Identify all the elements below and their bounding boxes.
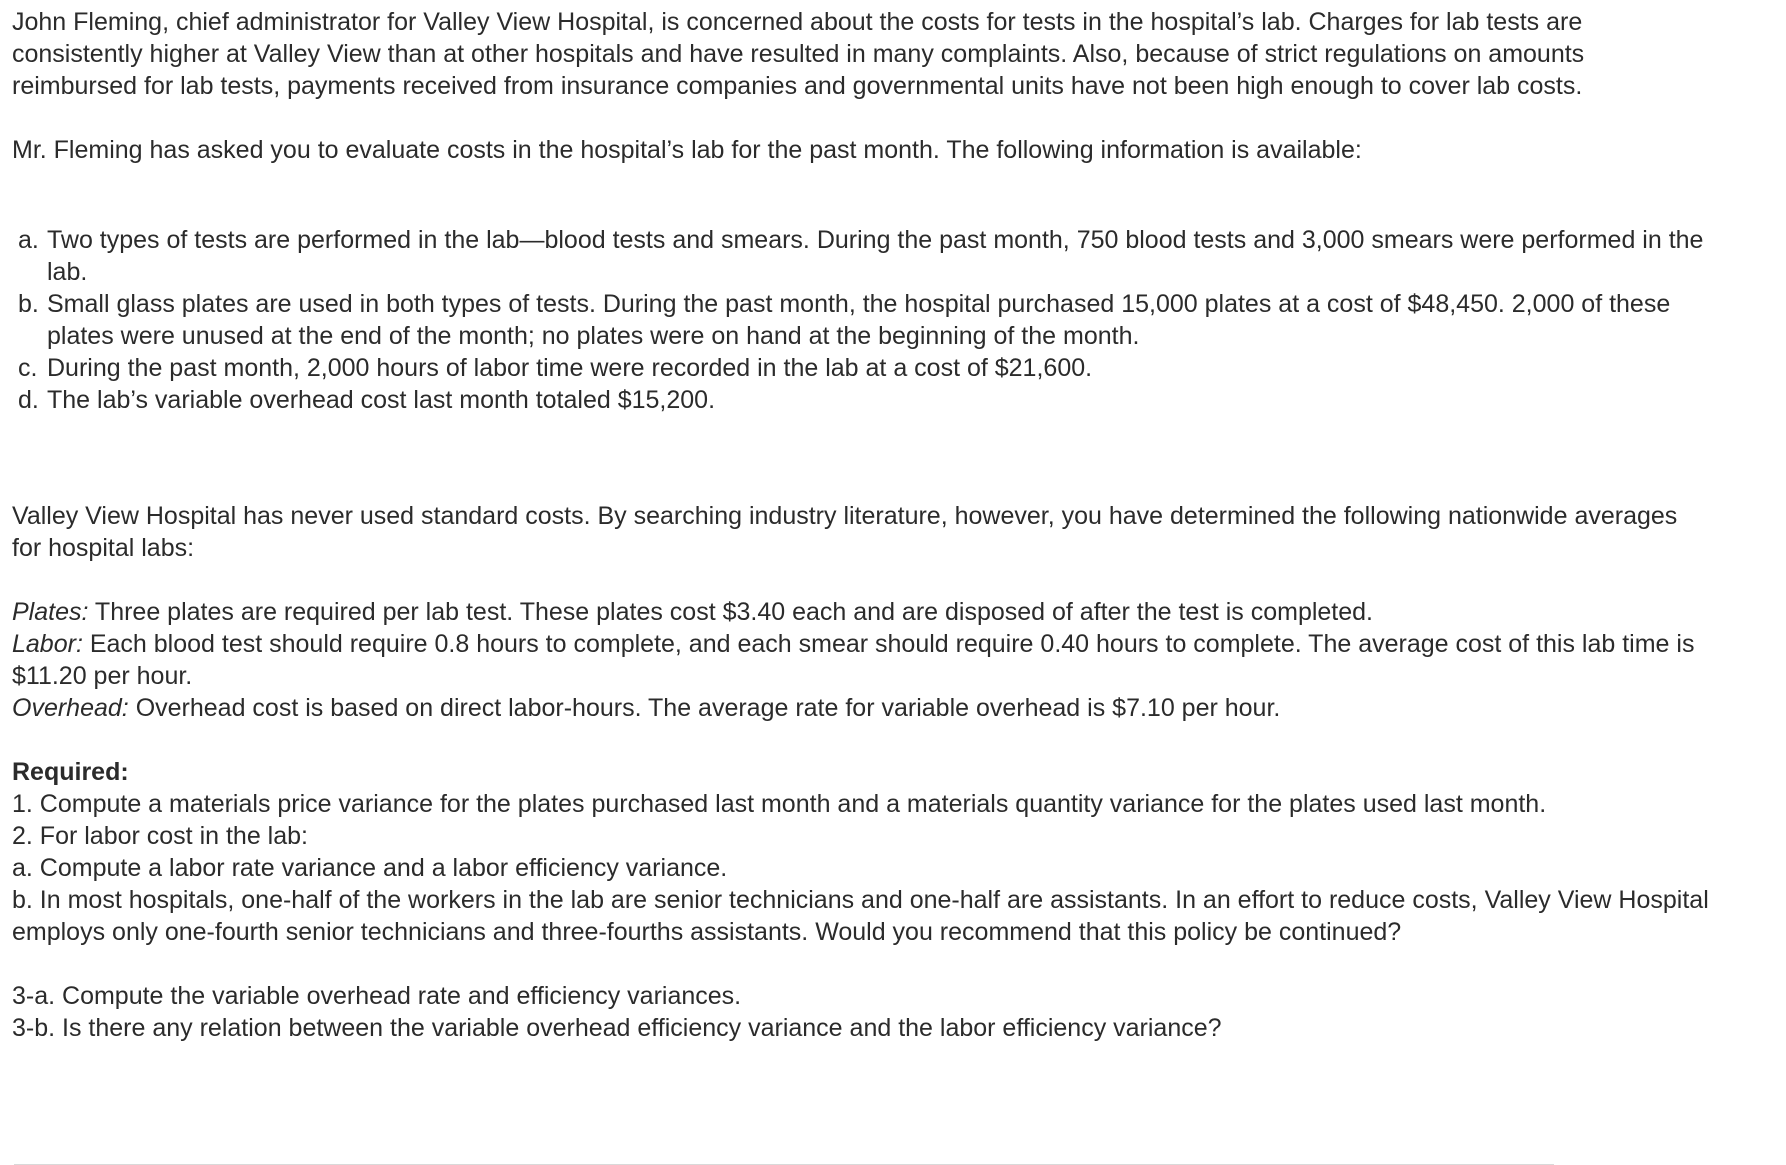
list-item [18,352,1712,384]
list-item [18,224,1712,288]
facts-list [12,224,1712,416]
list-item-text: The lab’s variable overhead cost last month totaled $15,200. [47,386,716,414]
question-2: 2. For labor cost in the lab: [12,822,308,850]
list-marker: c. [18,354,38,382]
standards-intro: Valley View Hospital has never used standard costs. By searching industry literature, however, you have determined the following nationwide averages for hospital labs: [12,502,1678,562]
labor-label: Labor: [12,630,83,658]
overhead-text: Overhead cost is based on direct labor-hours. The average rate for variable overhead is $7.10 per hour. [128,694,1281,722]
question-2b: b. In most hospitals, one-half of the workers in the lab are senior technicians and one-half are assistants. In an effort to reduce costs, Valley View Hospital employs only one-fourth senior technicians and three-fourths assistants. Would you recommend that this policy be continued? [12,886,1709,946]
question-3b: 3-b. Is there any relation between the variable overhead efficiency variance and the labor efficiency variance? [12,1014,1222,1042]
overhead-label: Overhead: [12,694,129,722]
intro-paragraph: John Fleming, chief administrator for Valley View Hospital, is concerned about the costs for tests in the hospital’s lab. Charges for lab tests are consistently higher at Valley View than at other hospitals and have resulted in many complaints. Also, because of strict regulations on amounts reimbursed for lab tests, payments received from insurance companies and governmental units have not been high enough to cover lab costs. [12,8,1585,100]
standard-overhead [12,692,1712,724]
plates-text: Three plates are required per lab test. These plates cost $3.40 each and are disposed of after the test is completed. [88,598,1374,626]
plates-label: Plates: [12,598,89,626]
list-marker: b. [18,290,39,318]
list-marker: d. [18,386,39,414]
standard-plates [12,596,1712,628]
standard-labor [12,628,1712,692]
list-item-text: During the past month, 2,000 hours of labor time were recorded in the lab at a cost of $21,600. [47,354,1093,382]
list-item [18,288,1712,352]
required-heading: Required: [12,758,129,786]
spacer [12,102,1712,134]
spacer [12,166,1712,224]
list-item-text: Two types of tests are performed in the lab—blood tests and smears. During the past month, 750 blood tests and 3,000 smears were performed in the lab. [47,226,1704,286]
task-paragraph: Mr. Fleming has asked you to evaluate costs in the hospital’s lab for the past month. The following information is available: [12,136,1362,164]
question-1: 1. Compute a materials price variance for the plates purchased last month and a materials quantity variance for the plates used last month. [12,790,1547,818]
spacer [12,564,1712,596]
spacer [12,724,1712,756]
spacer [12,416,1712,500]
list-marker: a. [18,226,39,254]
list-item [18,384,1712,416]
question-3a: 3-a. Compute the variable overhead rate and efficiency variances. [12,982,742,1010]
list-item-text: Small glass plates are used in both types of tests. During the past month, the hospital purchased 15,000 plates at a cost of $48,450. 2,000 of these plates were unused at the end of the month; no plates were on hand at the beginning of the month. [47,290,1671,350]
problem-document [12,6,1712,1044]
spacer [12,948,1712,980]
question-2a: a. Compute a labor rate variance and a labor efficiency variance. [12,854,728,882]
labor-text: Each blood test should require 0.8 hours to complete, and each smear should require 0.40 hours to complete. The average cost of this lab time is $11.20 per hour. [12,630,1695,690]
